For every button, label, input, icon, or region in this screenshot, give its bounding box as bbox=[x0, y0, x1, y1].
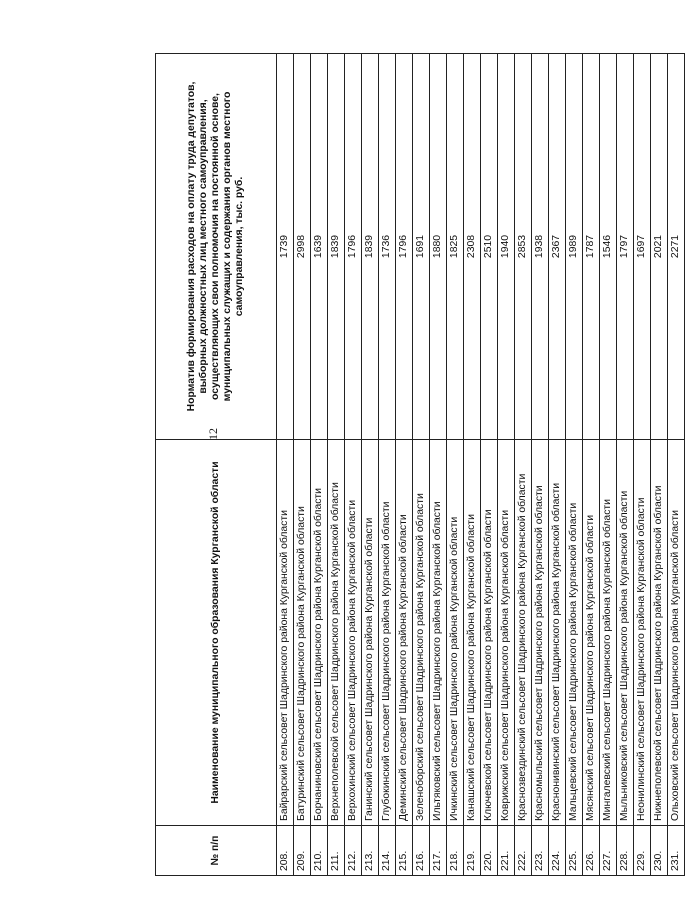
row-expense-norm: 2998 bbox=[294, 54, 311, 440]
row-number: 216. bbox=[413, 826, 430, 876]
row-number: 224. bbox=[549, 826, 566, 876]
row-expense-norm: 1825 bbox=[447, 54, 464, 440]
table-row bbox=[396, 54, 413, 876]
row-municipality-name: Деминский сельсовет Шадринского района Курганской области bbox=[396, 440, 413, 826]
row-expense-norm: 1839 bbox=[362, 54, 379, 440]
table-row bbox=[362, 54, 379, 876]
row-expense-norm: 2271 bbox=[668, 54, 685, 440]
row-number: 211. bbox=[328, 826, 345, 876]
row-number: 218. bbox=[447, 826, 464, 876]
row-expense-norm: 1989 bbox=[566, 54, 583, 440]
row-municipality-name: Ичкинский сельсовет Шадринского района Курганской области bbox=[447, 440, 464, 826]
row-number: 222. bbox=[515, 826, 532, 876]
row-municipality-name: Зеленоборский сельсовет Шадринского района Курганской области bbox=[413, 440, 430, 826]
row-number: 223. bbox=[532, 826, 549, 876]
row-municipality-name: Мясянский сельсовет Шадринского района Курганской области bbox=[583, 440, 600, 826]
row-number: 231. bbox=[668, 826, 685, 876]
row-municipality-name: Глубокинский сельсовет Шадринского района Курганской области bbox=[379, 440, 396, 826]
row-municipality-name: Ганинский сельсовет Шадринского района Курганской области bbox=[362, 440, 379, 826]
row-number: 212. bbox=[345, 826, 362, 876]
table-row bbox=[566, 54, 583, 876]
row-municipality-name: Ильтяковский сельсовет Шадринского района Курганской области bbox=[430, 440, 447, 826]
row-municipality-name: Ключевской сельсовет Шадринского района Курганской области bbox=[481, 440, 498, 826]
header-municipality-name: Наименование муниципального образования Курганской области bbox=[156, 440, 277, 826]
row-municipality-name: Мыльниковский сельсовет Шадринского района Курганской области bbox=[617, 440, 634, 826]
row-municipality-name: Канашский сельсовет Шадринского района Курганской области bbox=[464, 440, 481, 826]
table-row bbox=[430, 54, 447, 876]
row-expense-norm: 1736 bbox=[379, 54, 396, 440]
table-row bbox=[532, 54, 549, 876]
row-expense-norm: 1691 bbox=[413, 54, 430, 440]
norms-table bbox=[155, 53, 685, 876]
row-expense-norm: 1796 bbox=[396, 54, 413, 440]
table-row bbox=[549, 54, 566, 876]
row-number: 210. bbox=[311, 826, 328, 876]
table-row bbox=[583, 54, 600, 876]
row-number: 214. bbox=[379, 826, 396, 876]
row-number: 219. bbox=[464, 826, 481, 876]
row-expense-norm: 2853 bbox=[515, 54, 532, 440]
row-number: 228. bbox=[617, 826, 634, 876]
row-municipality-name: Красномыльский сельсовет Шадринского района Курганской области bbox=[532, 440, 549, 826]
table-row bbox=[668, 54, 685, 876]
table-row bbox=[311, 54, 328, 876]
row-expense-norm: 1796 bbox=[345, 54, 362, 440]
page-number: 12 bbox=[206, 428, 220, 440]
table-row bbox=[277, 54, 294, 876]
row-municipality-name: Ольховский сельсовет Шадринского района Курганской области bbox=[668, 440, 685, 826]
row-number: 221. bbox=[498, 826, 515, 876]
row-number: 226. bbox=[583, 826, 600, 876]
row-expense-norm: 2308 bbox=[464, 54, 481, 440]
row-municipality-name: Нижнеполевской сельсовет Шадринского района Курганской области bbox=[651, 440, 668, 826]
row-municipality-name: Верхохинский сельсовет Шадринского района Курганской области bbox=[345, 440, 362, 826]
row-number: 220. bbox=[481, 826, 498, 876]
row-expense-norm: 1546 bbox=[600, 54, 617, 440]
table-row bbox=[481, 54, 498, 876]
table-row bbox=[464, 54, 481, 876]
row-expense-norm: 1940 bbox=[498, 54, 515, 440]
row-municipality-name: Мальцевский сельсовет Шадринского района Курганской области bbox=[566, 440, 583, 826]
table-row bbox=[345, 54, 362, 876]
row-municipality-name: Батуринский сельсовет Шадринского района Курганской области bbox=[294, 440, 311, 826]
table-row bbox=[651, 54, 668, 876]
table-row bbox=[294, 54, 311, 876]
row-municipality-name: Краснозвездинский сельсовет Шадринского района Курганской области bbox=[515, 440, 532, 826]
row-expense-norm: 2510 bbox=[481, 54, 498, 440]
header-expense-norm: Норматив формирования расходов на оплату труда депутатов, выборных должностных лиц местного самоуправления, осуществляющих свои полномочия на постоянной основе, муниципальных служащих и содержания органов местного самоуправления, тыс. руб. bbox=[156, 54, 277, 440]
table-row bbox=[379, 54, 396, 876]
row-number: 225. bbox=[566, 826, 583, 876]
row-number: 229. bbox=[634, 826, 651, 876]
row-municipality-name: Мингалевский сельсовет Шадринского района Курганской области bbox=[600, 440, 617, 826]
row-expense-norm: 1697 bbox=[634, 54, 651, 440]
table-row bbox=[634, 54, 651, 876]
row-expense-norm: 1797 bbox=[617, 54, 634, 440]
row-number: 208. bbox=[277, 826, 294, 876]
row-expense-norm: 1639 bbox=[311, 54, 328, 440]
row-number: 230. bbox=[651, 826, 668, 876]
row-municipality-name: Борчаниновский сельсовет Шадринского района Курганской области bbox=[311, 440, 328, 826]
row-number: 209. bbox=[294, 826, 311, 876]
row-expense-norm: 2367 bbox=[549, 54, 566, 440]
row-expense-norm: 1787 bbox=[583, 54, 600, 440]
header-number: № п/п bbox=[156, 826, 277, 876]
row-municipality-name: Краснонивинский сельсовет Шадринского района Курганской области bbox=[549, 440, 566, 826]
table-row bbox=[515, 54, 532, 876]
row-number: 227. bbox=[600, 826, 617, 876]
table-row bbox=[413, 54, 430, 876]
row-expense-norm: 1839 bbox=[328, 54, 345, 440]
rotated-table-container bbox=[155, 54, 682, 876]
row-municipality-name: Коврижский сельсовет Шадринского района Курганской области bbox=[498, 440, 515, 826]
table-header-row bbox=[156, 54, 277, 876]
row-number: 217. bbox=[430, 826, 447, 876]
row-expense-norm: 1739 bbox=[277, 54, 294, 440]
table-row bbox=[617, 54, 634, 876]
row-expense-norm: 1938 bbox=[532, 54, 549, 440]
row-expense-norm: 1880 bbox=[430, 54, 447, 440]
table-row bbox=[328, 54, 345, 876]
table-row bbox=[498, 54, 515, 876]
table-row bbox=[447, 54, 464, 876]
row-municipality-name: Верхнеполевской сельсовет Шадринского района Курганской области bbox=[328, 440, 345, 826]
row-municipality-name: Байрарский сельсовет Шадринского района Курганской области bbox=[277, 440, 294, 826]
row-expense-norm: 2021 bbox=[651, 54, 668, 440]
table-row bbox=[600, 54, 617, 876]
row-number: 215. bbox=[396, 826, 413, 876]
row-number: 213. bbox=[362, 826, 379, 876]
row-municipality-name: Неонилинский сельсовет Шадринского района Курганской области bbox=[634, 440, 651, 826]
